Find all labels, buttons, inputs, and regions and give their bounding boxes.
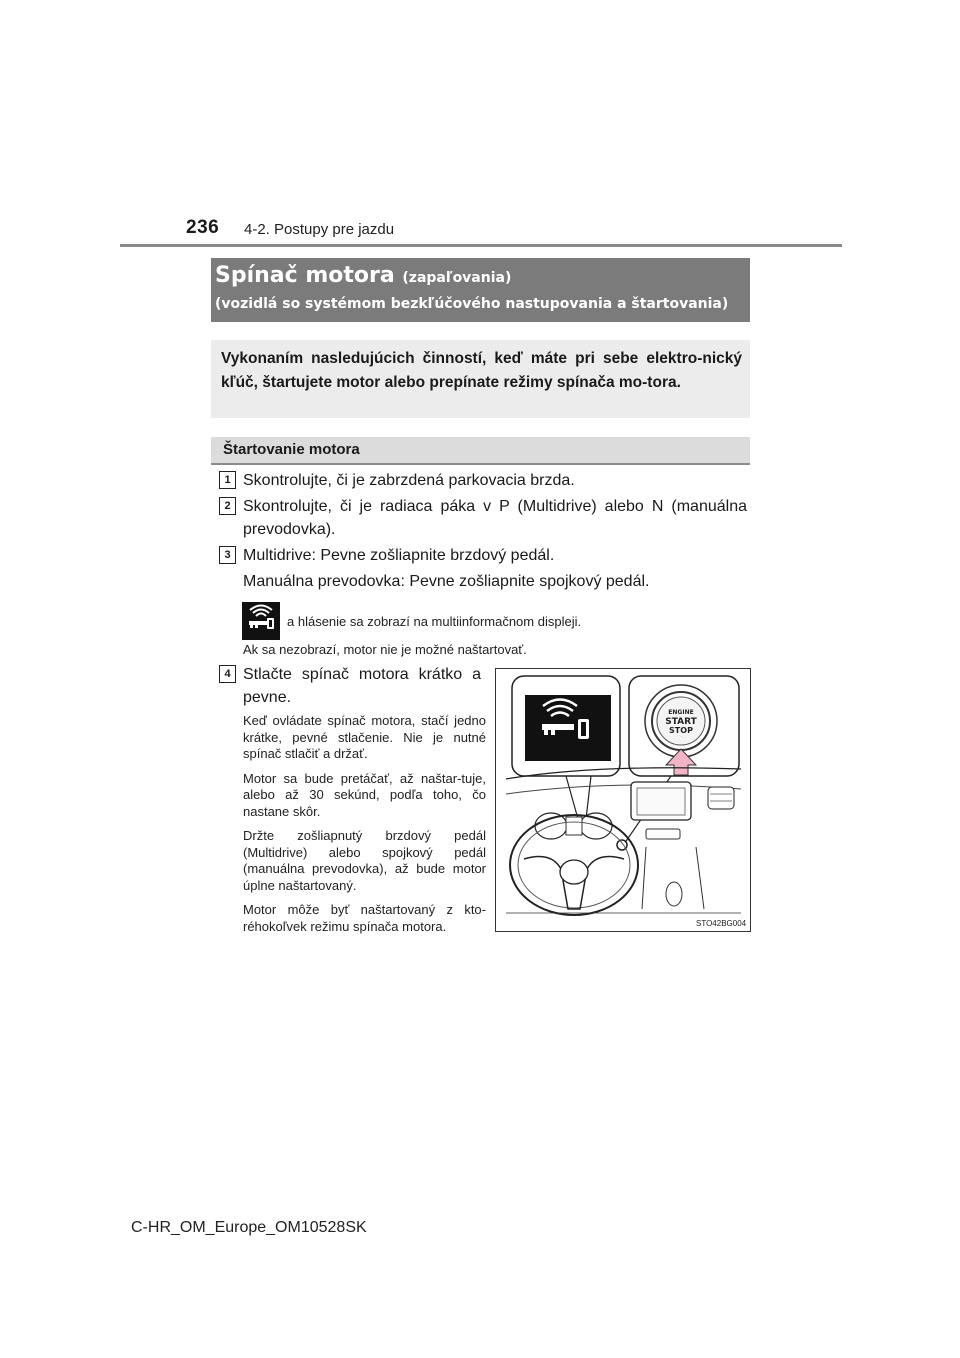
subheading-text: Štartovanie motora: [223, 441, 360, 458]
icon-note: a hlásenie sa zobrazí na multiinformačnom displeji.: [287, 614, 582, 629]
step4-note: Keď ovládate spínač motora, stačí jedno krátke, pevné stlačenie. Nie je nutné spínač stlačiť a držať.: [243, 713, 486, 761]
button-label-start: START: [665, 717, 697, 727]
step-number: 4: [219, 665, 236, 683]
button-label-engine: ENGINE: [668, 709, 694, 716]
subheading: [211, 437, 750, 465]
title-main-text: Spínač motora: [215, 263, 395, 288]
title-banner: [211, 258, 750, 322]
not-shown-note: Ak sa nezobrazí, motor nie je možné naštartovať.: [243, 642, 527, 657]
step-text: Skontrolujte, či je radiaca páka v P (Multidrive) alebo N (manuálna prevodovka).: [243, 498, 747, 538]
step4-note: Motor sa bude pretáčať, až naštar-tuje, alebo až 30 sekúnd, podľa toho, čo nastane skôr.: [243, 770, 486, 819]
figure-code: STO42BG004: [696, 919, 747, 928]
step-text: Multidrive: Pevne zošliapnite brzdový pedál.: [243, 547, 555, 564]
step-text-2: Manuálna prevodovka: Pevne zošliapnite spojkový pedál.: [243, 573, 650, 590]
intro-box: [211, 340, 750, 418]
title-main: [215, 263, 511, 288]
step-number: 3: [219, 546, 236, 564]
step-number: 2: [219, 497, 236, 515]
step4-note: Držte zošliapnutý brzdový pedál (Multidrive) alebo spojkový pedál (manuálna prevodovka), až bude motor úplne naštartovaný.: [243, 828, 486, 893]
page-number: 236: [186, 217, 220, 238]
dashboard-illustration: [496, 669, 750, 931]
step4-note: Motor môže byť naštartovaný z kto-réhokoľvek režimu spínača motora.: [243, 902, 486, 934]
step-number: 1: [219, 471, 236, 489]
step-text: Skontrolujte, či je zabrzdená parkovacia brzda.: [243, 472, 575, 489]
step-text: Stlačte spínač motora krátko a pevne.: [243, 666, 481, 706]
title-subtitle: (vozidlá so systémom bezkľúčového nastupovania a štartovania): [215, 296, 729, 312]
section-title: 4-2. Postupy pre jazdu: [244, 221, 395, 238]
key-indicator-icon: [242, 602, 280, 640]
header-rule: [120, 244, 842, 247]
footer-doc-id: C-HR_OM_Europe_OM10528SK: [131, 1219, 367, 1236]
title-main-suffix: (zapaľovania): [402, 270, 512, 286]
step4-notes: [243, 713, 486, 943]
engine-switch-figure: [495, 668, 751, 932]
button-label-stop: STOP: [669, 726, 693, 735]
intro-text: Vykonaním nasledujúcich činností, keď máte pri sebe elektro-nický kľúč, štartujete motor alebo prepínate režimy spínača mo-tora.: [221, 350, 742, 391]
